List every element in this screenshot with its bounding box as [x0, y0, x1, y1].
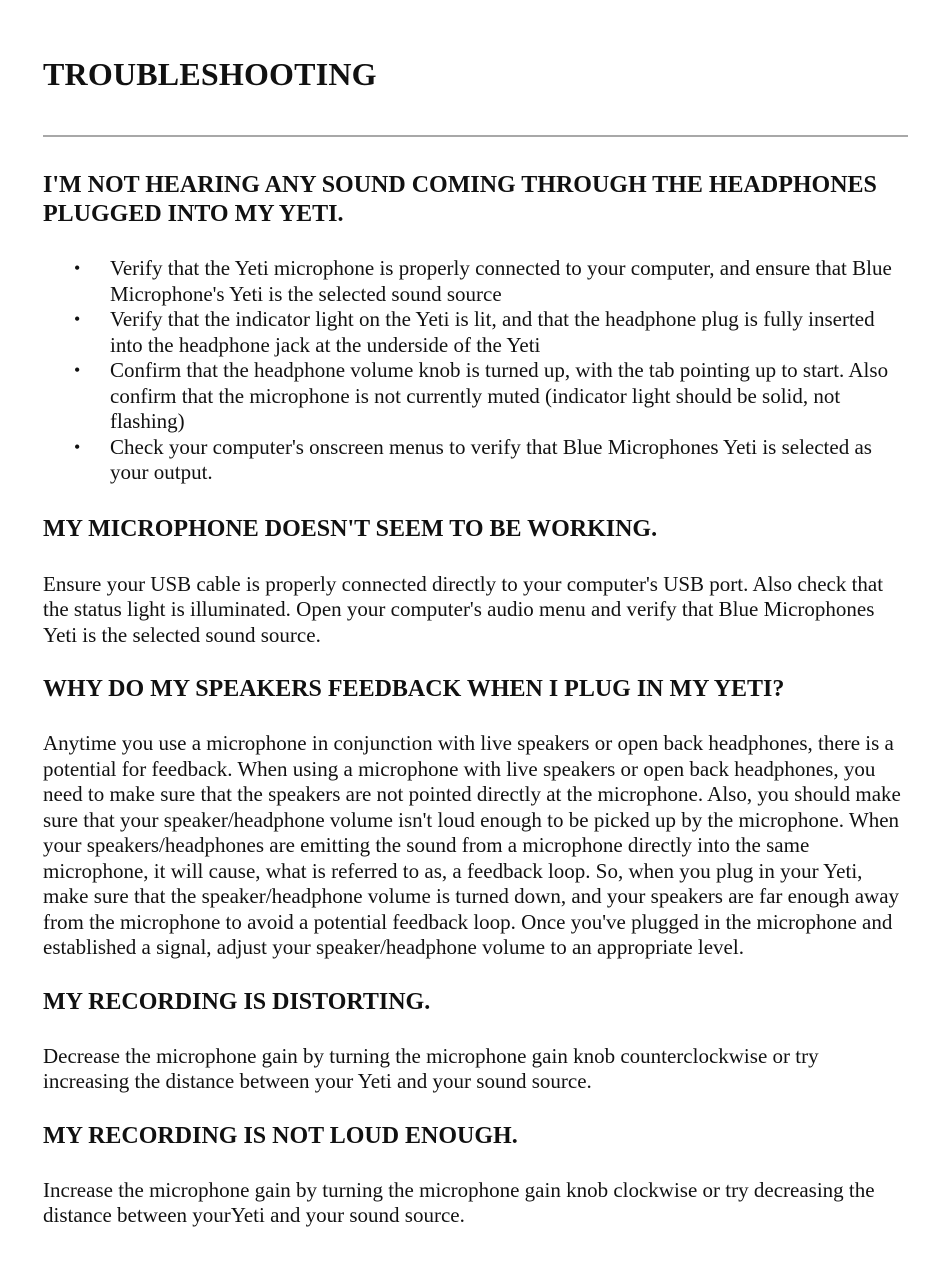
list-item-text: Check your computer's onscreen menus to verify that Blue Microphones Yeti is selected as your output. — [110, 434, 872, 484]
list-item — [43, 307, 908, 358]
bullet-icon: • — [74, 309, 81, 329]
list-item — [43, 256, 908, 307]
section-heading: MY RECORDING IS DISTORTING. — [43, 988, 431, 1015]
section-recording-not-loud — [43, 1122, 908, 1229]
bullet-icon: • — [74, 258, 81, 278]
section-microphone-not-working — [43, 515, 908, 649]
section-heading: WHY DO MY SPEAKERS FEEDBACK WHEN I PLUG IN MY YETI? — [43, 676, 785, 702]
section-heading: I'M NOT HEARING ANY SOUND COMING THROUGH THE HEADPHONES PLUGGED INTO MY YETI. — [43, 172, 877, 227]
list-item-text: Verify that the Yeti microphone is properly connected to your computer, and ensure that Blue Microphone's Yeti is the selected sound source — [110, 256, 892, 306]
list-item — [43, 435, 908, 486]
list-item-text: Verify that the indicator light on the Yeti is lit, and that the headphone plug is fully inserted into the headphone jack at the underside of the Yeti — [110, 307, 875, 357]
list-item-text: Confirm that the headphone volume knob is turned up, with the tab pointing up to start. Also confirm that the microphone is not currently muted (indicator light should be solid, not flashing) — [110, 358, 889, 433]
bullet-icon: • — [74, 436, 81, 457]
section-heading: MY MICROPHONE DOESN'T SEEM TO BE WORKING. — [43, 515, 658, 542]
horizontal-divider — [43, 135, 908, 137]
section-body: Decrease the microphone gain by turning the microphone gain knob counterclockwise or try increasing the distance between your Yeti and your sound source. — [43, 1043, 819, 1093]
list-item — [43, 358, 908, 435]
section-body: Increase the microphone gain by turning the microphone gain knob clockwise or try decreasing the distance between yourYeti and your sound source. — [43, 1177, 875, 1227]
section-speaker-feedback — [43, 675, 908, 961]
section-recording-distorting — [43, 988, 908, 1095]
section-body: Anytime you use a microphone in conjunction with live speakers or open back headphones, there is a potential for feedback. When using a microphone with live speakers or open back headphones, you need to make sure that the speakers are not pointed directly at the microphone. Also, you should make sure that your speaker/headphone volume isn't loud enough to be picked up by the microphone. When your speakers/headphones are emitting the sound from a microphone directly into the same microphone, it will cause, what is referred to as, a feedback loop. So, when you plug in your Yeti, make sure that the speaker/headphone volume is turned down, and your speakers are far enough away from the microphone to avoid a potential feedback loop. Once you've plugged in the microphone and established a signal, adjust your speaker/headphone volume to an appropriate level. — [43, 731, 901, 959]
page-title: TROUBLESHOOTING — [43, 56, 377, 92]
section-body: Ensure your USB cable is properly connected directly to your computer's USB port. Also check that the status light is illuminated. Open your computer's audio menu and verify that Blue Microphones Yeti is the selected sound source. — [43, 571, 884, 647]
document-page — [43, 0, 908, 1229]
troubleshooting-checklist — [43, 256, 908, 486]
section-heading: MY RECORDING IS NOT LOUD ENOUGH. — [43, 1122, 518, 1149]
section-no-headphone-sound — [43, 171, 908, 486]
bullet-icon: • — [74, 360, 81, 380]
